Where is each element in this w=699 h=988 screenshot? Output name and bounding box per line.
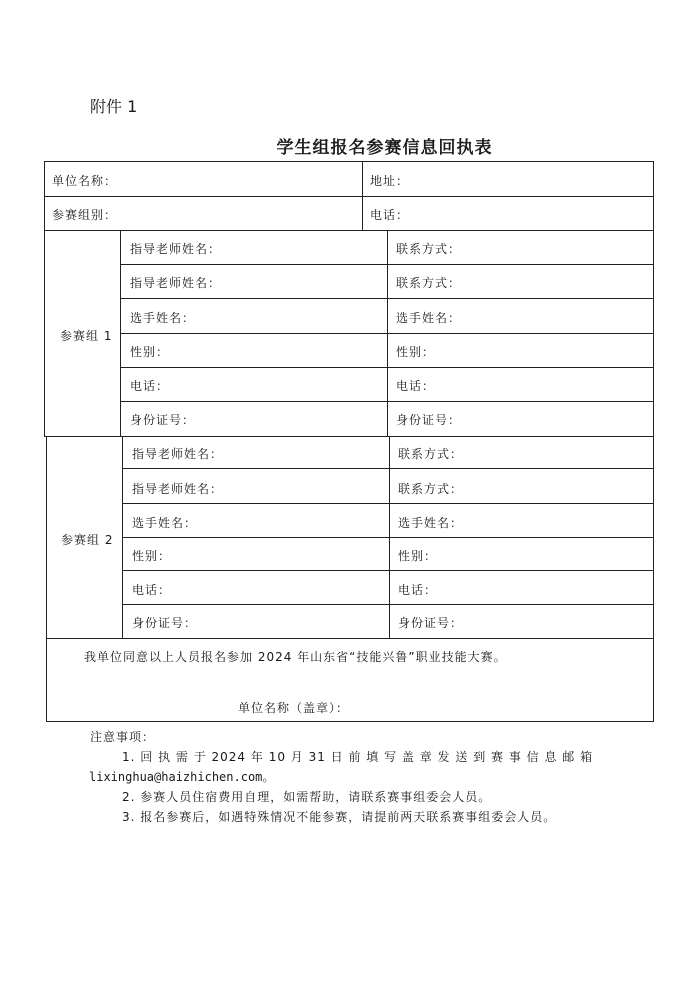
table-border <box>122 503 654 504</box>
gender-field[interactable]: 性别： <box>132 549 172 563</box>
table-border <box>122 468 654 469</box>
advisor-name-field[interactable]: 指导老师姓名： <box>130 276 222 290</box>
id-number-field[interactable]: 身份证号： <box>398 616 464 630</box>
advisor-contact-field[interactable]: 联系方式： <box>398 482 464 496</box>
advisor-name-field[interactable]: 指导老师姓名： <box>132 447 224 461</box>
contestant-name-field[interactable]: 选手姓名： <box>132 516 198 530</box>
table-border <box>44 436 654 437</box>
advisor-contact-field[interactable]: 联系方式： <box>396 242 462 256</box>
unit-name-field[interactable]: 单位名称： <box>52 174 118 188</box>
advisor-name-field[interactable]: 指导老师姓名： <box>130 242 222 256</box>
attachment-label: 附件 1 <box>90 97 138 116</box>
gender-field[interactable]: 性别： <box>130 345 170 359</box>
table-border <box>44 161 45 437</box>
group-1-label: 参赛组 1 <box>60 329 113 343</box>
category-field[interactable]: 参赛组别： <box>52 208 118 222</box>
phone-field[interactable]: 电话： <box>370 208 410 222</box>
note-item: 3. 报名参赛后，如遇特殊情况不能参赛，请提前两天联系赛事组委会人员。 <box>122 810 557 824</box>
table-border <box>653 161 654 721</box>
table-border <box>44 230 654 231</box>
advisor-contact-field[interactable]: 联系方式： <box>398 447 464 461</box>
contestant-phone-field[interactable]: 电话： <box>132 583 172 597</box>
table-border <box>44 161 654 162</box>
table-border <box>122 537 654 538</box>
address-field[interactable]: 地址： <box>370 174 410 188</box>
table-border <box>120 333 654 334</box>
table-border <box>46 436 47 722</box>
group-2-label: 参赛组 2 <box>61 533 114 547</box>
gender-field[interactable]: 性别： <box>398 549 438 563</box>
id-number-field[interactable]: 身份证号： <box>396 413 462 427</box>
table-border <box>120 264 654 265</box>
contact-email[interactable]: lixinghua@haizhichen.com。 <box>89 770 275 784</box>
agreement-statement: 我单位同意以上人员报名参加 2024 年山东省“技能兴鲁”职业技能大赛。 <box>84 650 507 664</box>
note-item: 1. 回 执 需 于 2024 年 10 月 31 日 前 填 写 盖 章 发 送 到 赛 事 信 息 邮 箱 <box>122 750 594 764</box>
contestant-phone-field[interactable]: 电话： <box>130 379 170 393</box>
contestant-name-field[interactable]: 选手姓名： <box>398 516 464 530</box>
notes-section <box>90 727 593 827</box>
notes-heading: 注意事项： <box>90 730 156 744</box>
seal-field[interactable]: 单位名称（盖章）： <box>238 701 350 715</box>
table-border <box>44 196 654 197</box>
table-border <box>362 161 363 230</box>
advisor-name-field[interactable]: 指导老师姓名： <box>132 482 224 496</box>
table-border <box>122 570 654 571</box>
table-border <box>46 638 654 639</box>
contestant-name-field[interactable]: 选手姓名： <box>130 311 196 325</box>
id-number-field[interactable]: 身份证号： <box>130 413 196 427</box>
id-number-field[interactable]: 身份证号： <box>132 616 198 630</box>
table-border <box>122 604 654 605</box>
gender-field[interactable]: 性别： <box>396 345 436 359</box>
contestant-phone-field[interactable]: 电话： <box>398 583 438 597</box>
page-title: 学生组报名参赛信息回执表 <box>276 138 493 158</box>
contestant-phone-field[interactable]: 电话： <box>396 379 436 393</box>
table-border <box>120 367 654 368</box>
table-border <box>120 298 654 299</box>
table-border <box>120 401 654 402</box>
contestant-name-field[interactable]: 选手姓名： <box>396 311 462 325</box>
note-item: 2. 参赛人员住宿费用自理，如需帮助，请联系赛事组委会人员。 <box>122 790 492 804</box>
advisor-contact-field[interactable]: 联系方式： <box>396 276 462 290</box>
table-border <box>46 721 654 722</box>
